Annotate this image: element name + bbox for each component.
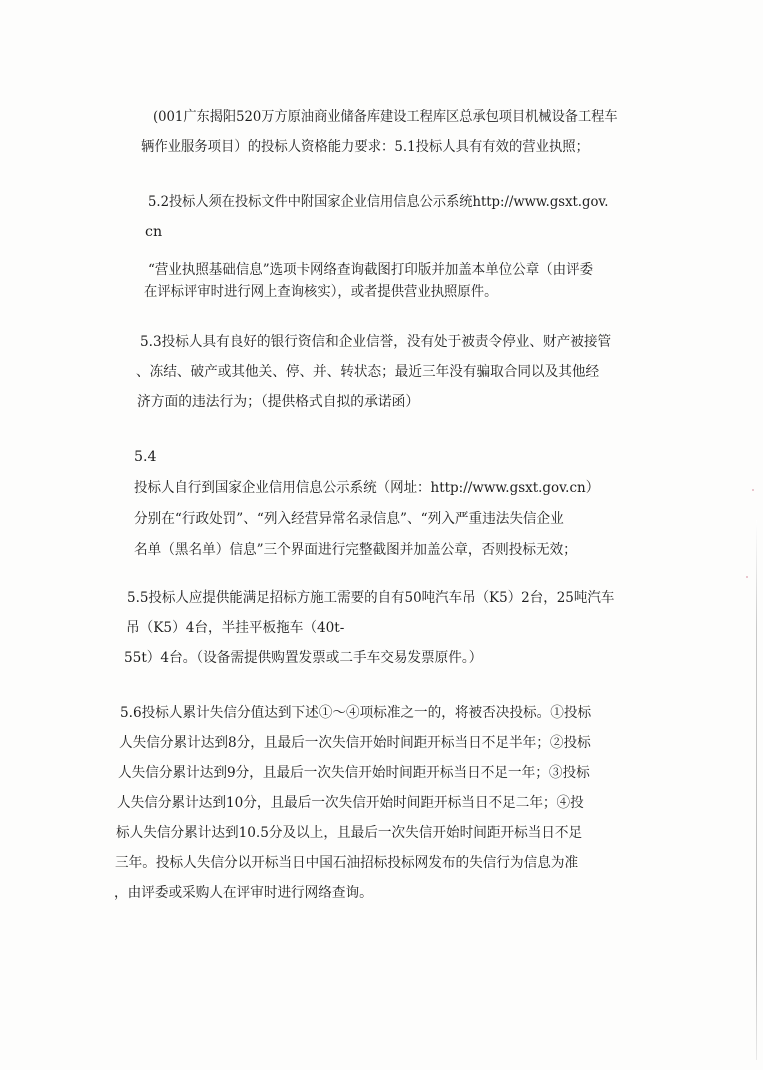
- text-line: 5.2投标人须在投标文件中附国家企业信用信息公示系统http://www.gsxt.gov.: [148, 194, 609, 210]
- paragraph-5-5: [124, 583, 640, 673]
- text-line: 人失信分累计达到9分，且最后一次失信开始时间距开标当日不足一年；③投标: [118, 765, 590, 781]
- text-line: 辆作业服务项目）的投标人资格能力要求：5.1投标人具有有效的营业执照；: [141, 139, 589, 155]
- text-line: “营业执照基础信息”选项卡网络查询截图打印版并加盖本单位公章（由评委: [148, 262, 594, 278]
- text-line: 分别在“行政处罚”、“列入经营异常名录信息”、“列入严重违法失信企业: [134, 511, 564, 527]
- text-line: 名单（黑名单）信息”三个界面进行完整截图并加盖公章，否则投标无效；: [134, 542, 577, 558]
- text-line: 济方面的违法行为；（提供格式自拟的承诺函）: [137, 394, 420, 410]
- text-line: 5.4: [134, 449, 157, 465]
- paragraph-5-4: [134, 442, 624, 562]
- text-line: 5.3投标人具有良好的银行资信和企业信誉，没有处于被责令停业、财产被接管: [140, 334, 612, 350]
- text-line: 5.5投标人应提供能满足招标方施工需要的自有50吨汽车吊（K5）2台，25吨汽车: [127, 590, 615, 606]
- text-line: cn: [145, 224, 163, 240]
- text-line: 人失信分累计达到10分，且最后一次失信开始时间距开标当日不足二年；④投: [117, 795, 584, 811]
- text-line: 、冻结、破产或其他关、停、并、转状态；最近三年没有骗取合同以及其他经: [136, 364, 600, 380]
- text-line: 在评标评审时进行网上查询核实），或者提供营业执照原件。: [144, 284, 498, 300]
- scan-speck: [746, 576, 748, 578]
- paragraph-5-2: [144, 187, 643, 307]
- text-line: 吊（K5）4台，半挂平板拖车（40t-: [126, 620, 345, 636]
- scan-edge-shadow: [756, 520, 757, 1060]
- text-line: 投标人自行到国家企业信用信息公示系统（网址：http://www.gsxt.gov.cn）: [134, 480, 600, 496]
- text-line: 三年。投标人失信分以开标当日中国石油招标投标网发布的失信行为信息为准: [115, 855, 579, 871]
- text-line: 5.6投标人累计失信分值达到下述①～④项标准之一的，将被否决投标。①投标: [120, 705, 592, 721]
- text-line: (001广东揭阳520万方原油商业储备库建设工程库区总承包项目机械设备工程车: [153, 109, 618, 125]
- text-line: 55t）4台。（设备需提供购置发票或二手车交易发票原件。）: [124, 650, 483, 666]
- paragraph-5-3: [136, 327, 631, 417]
- text-line: 人失信分累计达到8分，且最后一次失信开始时间距开标当日不足半年；②投标: [119, 735, 591, 751]
- paragraph-5-6: [114, 698, 611, 908]
- scan-speck: [752, 489, 754, 491]
- text-line: ，由评委或采购人在评审时进行网络查询。: [114, 885, 373, 901]
- text-line: 标人失信分累计达到10.5分及以上，且最后一次失信开始时间距开标当日不足: [116, 825, 583, 841]
- paragraph-intro: [141, 102, 653, 162]
